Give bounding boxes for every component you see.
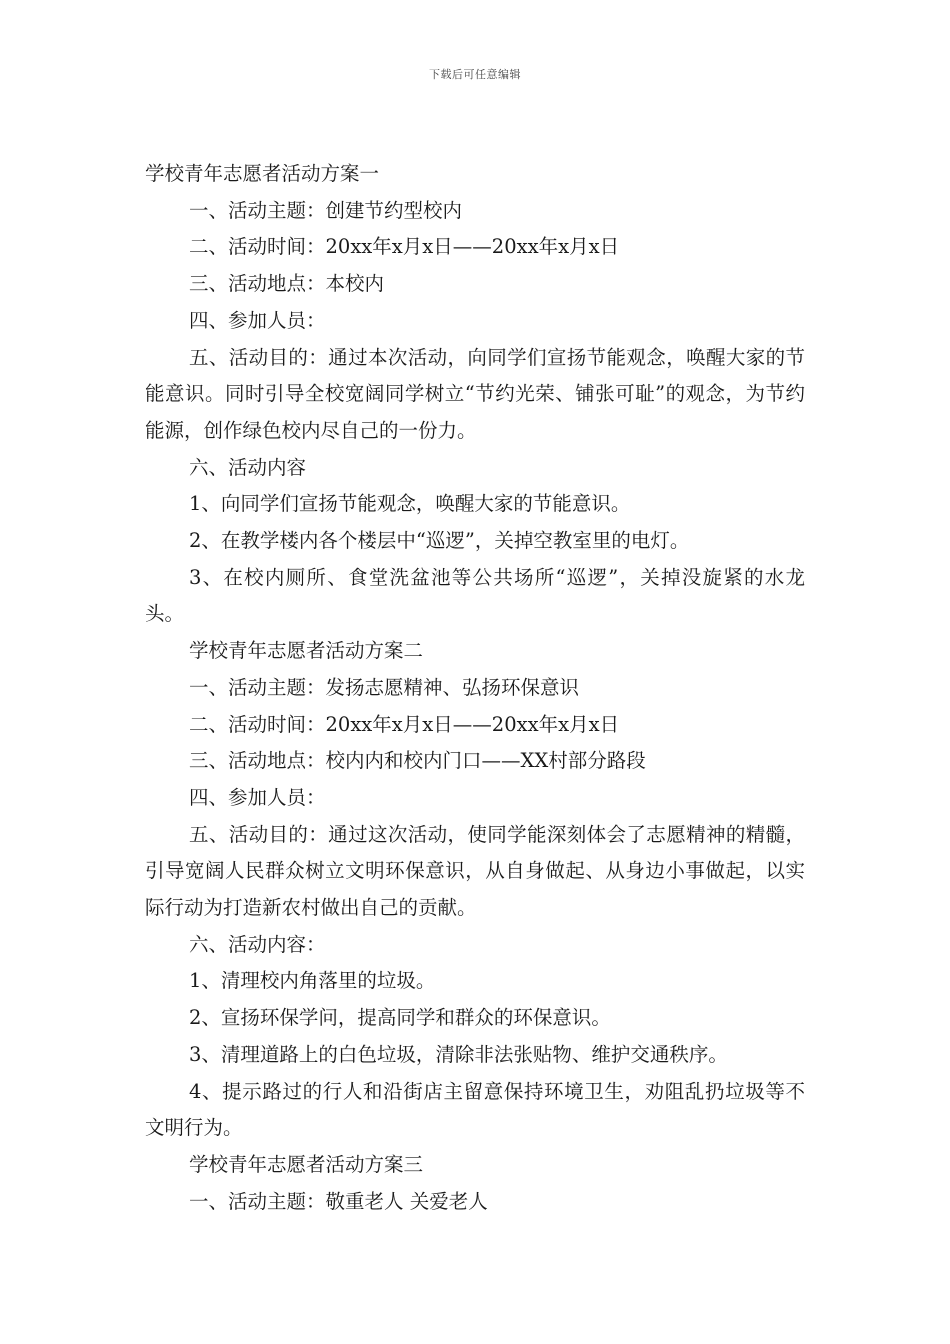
document-body bbox=[145, 156, 805, 1220]
section-title: 学校青年志愿者活动方案三 bbox=[189, 1152, 424, 1176]
paragraph: 五、活动目的：通过本次活动，向同学们宣扬节能观念，唤醒大家的节能意识。同时引导全校宽阔同学树立“节约光荣、铺张可耻”的观念，为节约能源，创作绿色校内尽自己的一份力。 bbox=[145, 345, 805, 442]
list-item: 1、清理校内角落里的垃圾。 bbox=[189, 969, 436, 993]
paragraph: 一、活动主题：敬重老人 关爱老人 bbox=[189, 1189, 488, 1213]
paragraph: 三、活动地点：校内内和校内门口——XX村部分路段 bbox=[189, 749, 646, 773]
paragraph: 六、活动内容 bbox=[189, 455, 307, 479]
paragraph: 二、活动时间：20xx年x月x日——20xx年x月x日 bbox=[189, 235, 620, 259]
list-item: 4、提示路过的行人和沿街店主留意保持环境卫生，劝阻乱扔垃圾等不文明行为。 bbox=[145, 1079, 805, 1140]
list-item: 3、在校内厕所、食堂洗盆池等公共场所“巡逻”，关掉没旋紧的水龙头。 bbox=[145, 565, 805, 626]
section-title: 学校青年志愿者活动方案一 bbox=[145, 162, 380, 185]
paragraph: 六、活动内容： bbox=[189, 932, 326, 956]
list-item: 1、向同学们宣扬节能观念，唤醒大家的节能意识。 bbox=[189, 492, 631, 516]
paragraph: 三、活动地点：本校内 bbox=[189, 272, 385, 296]
paragraph: 一、活动主题：发扬志愿精神、弘扬环保意识 bbox=[189, 675, 580, 699]
list-item: 3、清理道路上的白色垃圾，清除非法张贴物、维护交通秩序。 bbox=[189, 1042, 728, 1066]
list-item: 2、宣扬环保学问，提高同学和群众的环保意识。 bbox=[189, 1006, 611, 1030]
paragraph: 四、参加人员： bbox=[189, 308, 326, 332]
paragraph: 四、参加人员： bbox=[189, 785, 326, 809]
paragraph: 五、活动目的：通过这次活动，使同学能深刻体会了志愿精神的精髓，引导宽阔人民群众树立文明环保意识，从自身做起、从身边小事做起，以实际行动为打造新农村做出自己的贡献。 bbox=[145, 822, 805, 920]
list-item: 2、在教学楼内各个楼层中“巡逻”，关掉空教室里的电灯。 bbox=[189, 529, 690, 553]
section-title: 学校青年志愿者活动方案二 bbox=[189, 639, 424, 663]
paragraph: 一、活动主题：创建节约型校内 bbox=[189, 198, 463, 222]
header-note: 下载后可任意编辑 bbox=[429, 68, 521, 81]
paragraph: 二、活动时间：20xx年x月x日——20xx年x月x日 bbox=[189, 712, 620, 736]
